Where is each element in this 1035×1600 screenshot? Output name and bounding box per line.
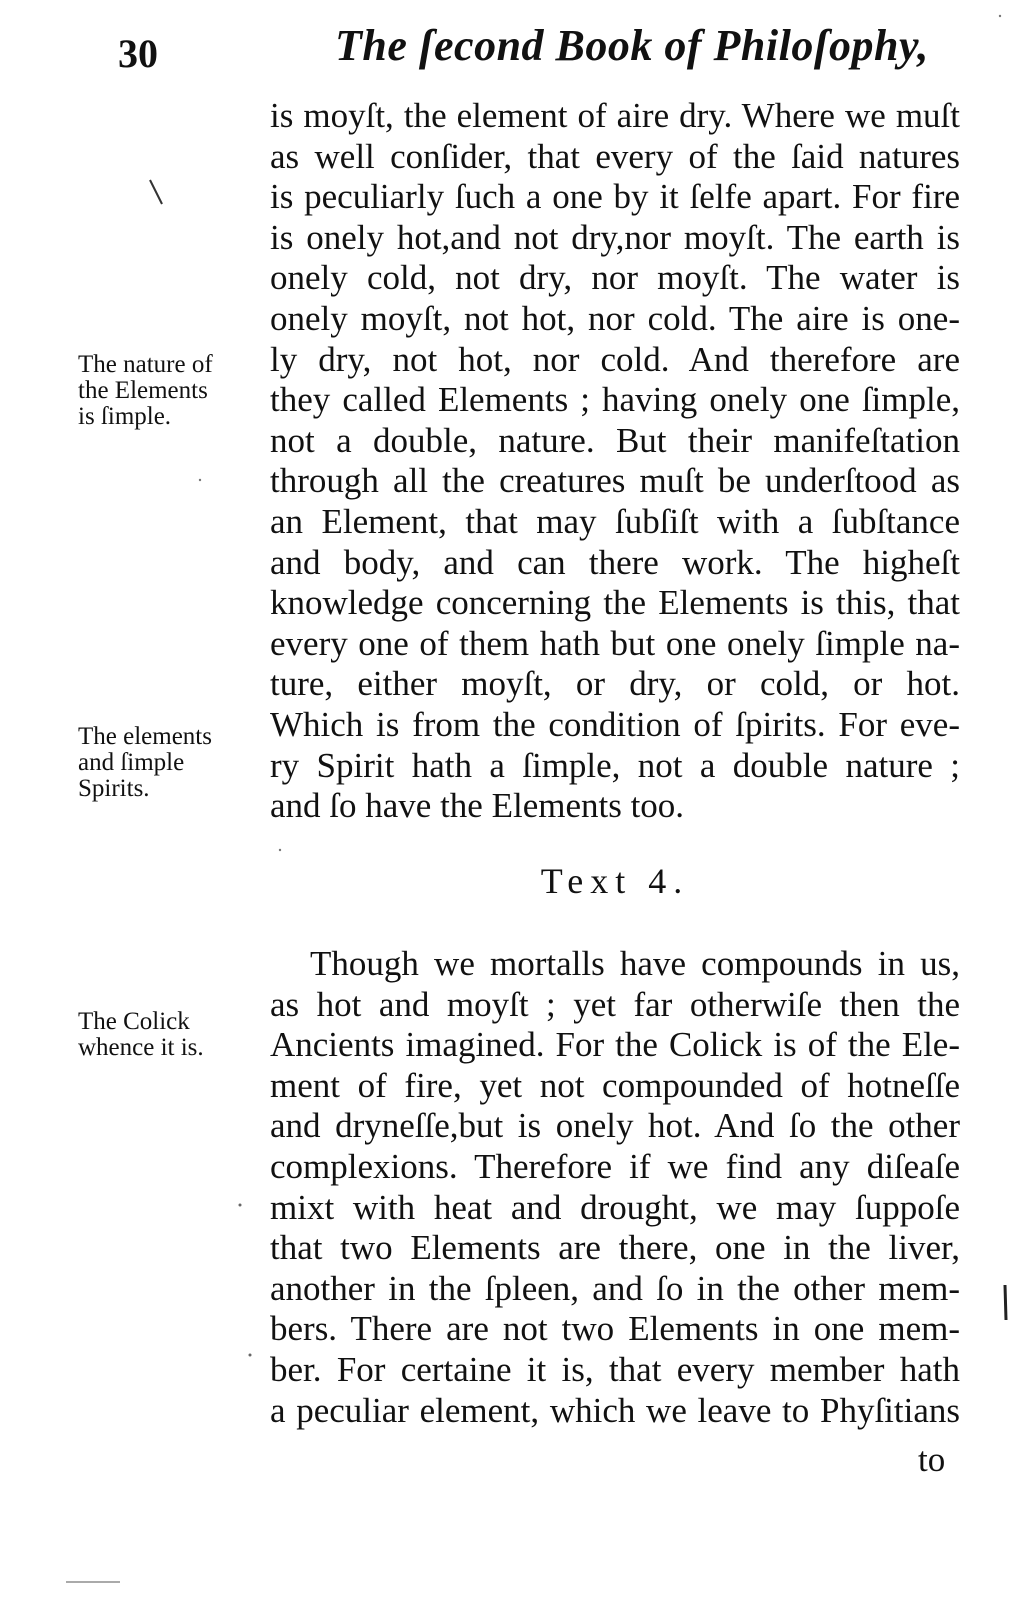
text-line: Though we mortalls have compounds in us,: [310, 944, 960, 983]
text-line: and dryneſſe,but is onely hot. And ſo the other: [270, 1106, 960, 1146]
text-line: ment of fire, yet not compounded of hotneſſe: [270, 1065, 960, 1105]
text-line: Ancients imagined. For the Colick is of the Ele-: [270, 1025, 960, 1065]
text-line: bers. There are not two Elements in one mem-: [270, 1309, 960, 1349]
text-line: knowledge concerning the Elements is this, that: [270, 583, 960, 623]
text-line: is peculiarly ſuch a one by it ſelfe apart. For fire: [270, 177, 960, 217]
text-line: ry Spirit hath a ſimple, not a double nature ;: [270, 745, 960, 785]
text-line: and ſo have the Elements too.: [270, 786, 685, 826]
margin-note-line: is ſimple.: [78, 403, 172, 430]
margin-note-line: and ſimple: [78, 749, 185, 776]
margin-note-line: the Elements: [78, 377, 208, 404]
text-line: ly dry, not hot, nor cold. And therefore are: [270, 339, 960, 379]
margin-note-line: whence it is.: [78, 1034, 204, 1061]
text-line: mixt with heat and drought, we may ſuppoſe: [270, 1187, 960, 1227]
margin-note-line: The Colick: [78, 1008, 190, 1035]
text-line: onely moyſt, not hot, nor cold. The aire is one-: [270, 298, 960, 338]
text-line: Which is from the condition of ſpirits. For eve-: [270, 704, 960, 744]
text-line: an Element, that may ſubſiſt with a ſubſtance: [270, 501, 960, 541]
text-line: and body, and can there work. The higheſt: [270, 542, 960, 582]
catchword: to: [918, 1440, 946, 1479]
text-line: as well conſider, that every of the ſaid natures: [270, 136, 960, 176]
text-line: as hot and moyſt ; yet far otherwiſe then the: [270, 984, 960, 1024]
text-line: is onely hot,and not dry,nor moyſt. The earth is: [270, 217, 960, 257]
text-line: that two Elements are there, one in the liver,: [270, 1228, 960, 1268]
text-line: ture, either moyſt, or dry, or cold, or hot.: [270, 664, 960, 704]
margin-note-line: The nature of: [78, 351, 213, 378]
text-line: ber. For certaine it is, that every member hath: [270, 1349, 960, 1389]
text-line: another in the ſpleen, and ſo in the other mem-: [270, 1268, 960, 1308]
margin-note-line: Spirits.: [78, 775, 150, 802]
text-line: onely cold, not dry, nor moyſt. The water is: [270, 258, 960, 298]
text-line: every one of them hath but one onely ſimple na-: [270, 623, 960, 663]
running-head: The ſecond Book of Philoſophy,: [335, 21, 929, 70]
text-line: they called Elements ; having onely one ſimple,: [270, 380, 960, 420]
text-line: a peculiar element, which we leave to Phyſitians: [270, 1390, 960, 1430]
margin-note-line: The elements: [78, 723, 212, 750]
text-line: not a double, nature. But their manifeſtation: [270, 420, 960, 460]
page-number: 30: [118, 31, 158, 76]
text-line: is moyſt, the element of aire dry. Where we muſt: [270, 96, 960, 135]
text-line: through all the creatures muſt be underſtood as: [270, 461, 960, 501]
section-heading: Text 4.: [540, 861, 690, 901]
text-line: complexions. Therefore if we find any diſeaſe: [270, 1146, 960, 1186]
